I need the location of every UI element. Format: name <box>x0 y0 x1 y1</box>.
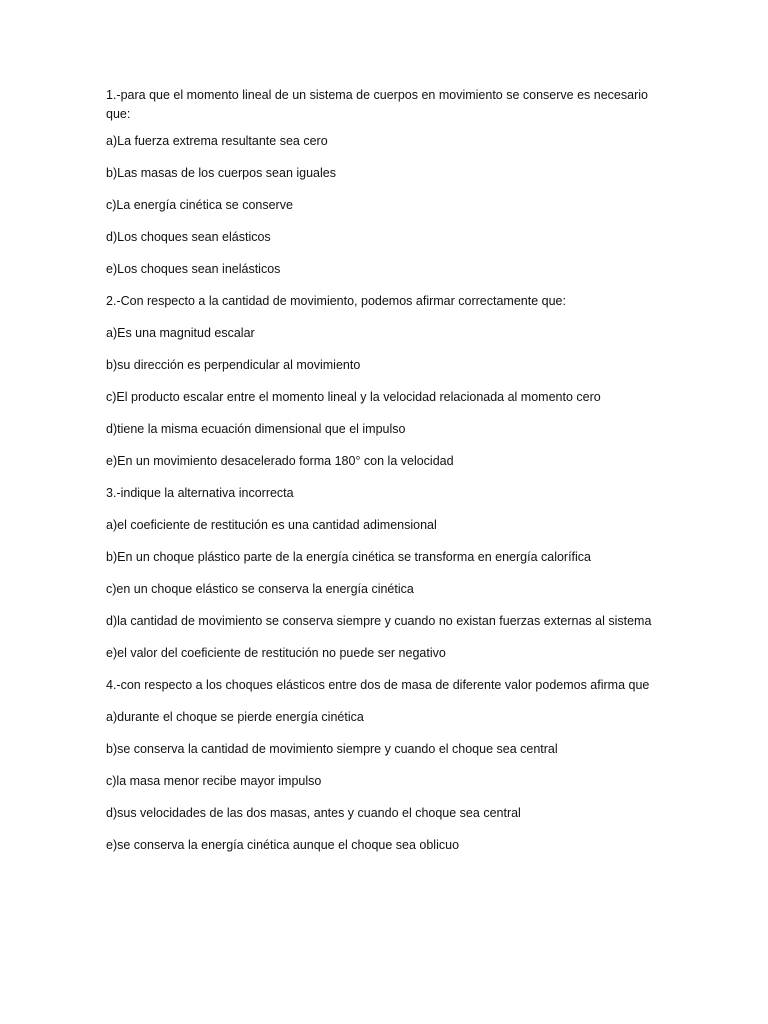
question-block-3 <box>106 484 666 676</box>
question-block-1 <box>106 86 666 292</box>
question-1-option-b: b)Las masas de los cuerpos sean iguales <box>106 166 336 180</box>
question-2-option-d: d)tiene la misma ecuación dimensional que el impulso <box>106 422 406 436</box>
question-4-option-c: c)la masa menor recibe mayor impulso <box>106 774 322 788</box>
document-content <box>106 86 666 855</box>
question-3-text: 3.-indique la alternativa incorrecta <box>106 486 294 500</box>
question-1-option-c: c)La energía cinética se conserve <box>106 198 293 212</box>
question-4-option-b: b)se conserva la cantidad de movimiento siempre y cuando el choque sea central <box>106 742 558 756</box>
question-2-option-e: e)En un movimiento desacelerado forma 180° con la velocidad <box>106 454 454 468</box>
question-4-text: 4.-con respecto a los choques elásticos entre dos de masa de diferente valor podemos afirma que <box>106 678 650 692</box>
question-4-option-e: e)se conserva la energía cinética aunque el choque sea oblicuo <box>106 838 460 852</box>
question-2-option-b: b)su dirección es perpendicular al movimiento <box>106 358 361 372</box>
question-3-option-a: a)el coeficiente de restitución es una cantidad adimensional <box>106 518 437 532</box>
question-3-option-d: d)la cantidad de movimiento se conserva siempre y cuando no existan fuerzas externas al sistema <box>106 614 652 628</box>
question-3-option-c: c)en un choque elástico se conserva la energía cinética <box>106 582 414 596</box>
question-3-option-b: b)En un choque plástico parte de la energía cinética se transforma en energía calorífica <box>106 550 592 564</box>
question-3-option-e: e)el valor del coeficiente de restitución no puede ser negativo <box>106 646 446 660</box>
question-2-option-a: a)Es una magnitud escalar <box>106 326 255 340</box>
question-1-option-a: a)La fuerza extrema resultante sea cero <box>106 134 328 148</box>
question-block-4 <box>106 676 666 855</box>
question-4-option-a: a)durante el choque se pierde energía cinética <box>106 710 364 724</box>
question-1-option-e: e)Los choques sean inelásticos <box>106 262 281 276</box>
question-1-text: 1.-para que el momento lineal de un sistema de cuerpos en movimiento se conserve es necesario que: <box>106 88 648 121</box>
question-4-option-d: d)sus velocidades de las dos masas, antes y cuando el choque sea central <box>106 806 521 820</box>
question-1-option-d: d)Los choques sean elásticos <box>106 230 271 244</box>
question-2-option-c: c)El producto escalar entre el momento lineal y la velocidad relacionada al momento cero <box>106 390 601 404</box>
question-block-2 <box>106 292 666 484</box>
question-2-text: 2.-Con respecto a la cantidad de movimiento, podemos afirmar correctamente que: <box>106 294 566 308</box>
